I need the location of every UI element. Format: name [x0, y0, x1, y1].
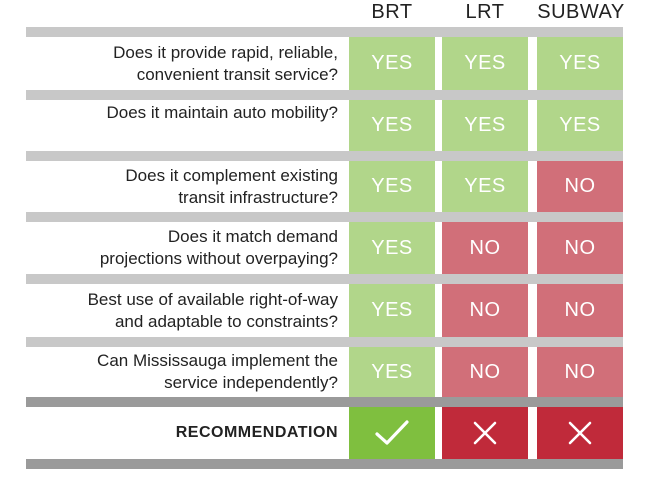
- row-divider: [26, 459, 623, 469]
- criteria-question: Does it maintain auto mobility?: [106, 103, 338, 122]
- criteria-question: Best use of available right-of-way and adaptable to constraints?: [87, 289, 338, 331]
- row-divider: [26, 337, 623, 347]
- row-divider: [26, 274, 623, 284]
- answer-cell-lrt: NO: [442, 222, 528, 274]
- answer-cell-subway: YES: [537, 100, 623, 151]
- criteria-row: [26, 37, 623, 90]
- criteria-question: Can Mississauga implement the service independently?: [97, 351, 338, 392]
- criteria-question: Does it match demand projections without overpaying?: [99, 227, 338, 268]
- answer-cell-subway: YES: [537, 37, 623, 90]
- criteria-question: Does it provide rapid, reliable, convenient transit service?: [113, 42, 338, 84]
- answer-cell-lrt: YES: [442, 100, 528, 151]
- column-header-lrt: LRT: [465, 1, 505, 23]
- recommendation-cell-brt: [349, 407, 435, 459]
- criteria-row: [26, 284, 623, 337]
- answer-cell-brt: YES: [349, 222, 435, 274]
- row-divider: [26, 27, 623, 37]
- criteria-row: [26, 347, 623, 397]
- answer-cell-lrt: NO: [442, 347, 528, 397]
- criteria-row: [26, 222, 623, 274]
- x-icon: [472, 420, 498, 446]
- row-divider: [26, 151, 623, 161]
- answer-cell-lrt: NO: [442, 284, 528, 337]
- row-divider: [26, 397, 623, 407]
- criteria-row: [26, 100, 623, 151]
- answer-cell-subway: NO: [537, 284, 623, 337]
- answer-cell-brt: YES: [349, 284, 435, 337]
- answer-cell-subway: NO: [537, 347, 623, 397]
- x-icon: [567, 420, 593, 446]
- recommendation-cell-lrt: [442, 407, 528, 459]
- recommendation-cell-subway: [537, 407, 623, 459]
- answer-cell-lrt: YES: [442, 161, 528, 212]
- column-header-brt: BRT: [371, 1, 413, 23]
- row-divider: [26, 212, 623, 222]
- criteria-row: [26, 161, 623, 212]
- answer-cell-brt: YES: [349, 161, 435, 212]
- answer-cell-brt: YES: [349, 37, 435, 90]
- recommendation-label: RECOMMENDATION: [175, 424, 338, 441]
- criteria-question: Does it complement existing transit infrastructure?: [125, 165, 338, 207]
- answer-cell-brt: YES: [349, 347, 435, 397]
- recommendation-row: [26, 407, 623, 459]
- column-header-subway: SUBWAY: [537, 1, 625, 23]
- answer-cell-brt: YES: [349, 100, 435, 151]
- row-divider: [26, 90, 623, 100]
- answer-cell-subway: NO: [537, 222, 623, 274]
- check-icon: [374, 419, 410, 447]
- answer-cell-subway: NO: [537, 161, 623, 212]
- answer-cell-lrt: YES: [442, 37, 528, 90]
